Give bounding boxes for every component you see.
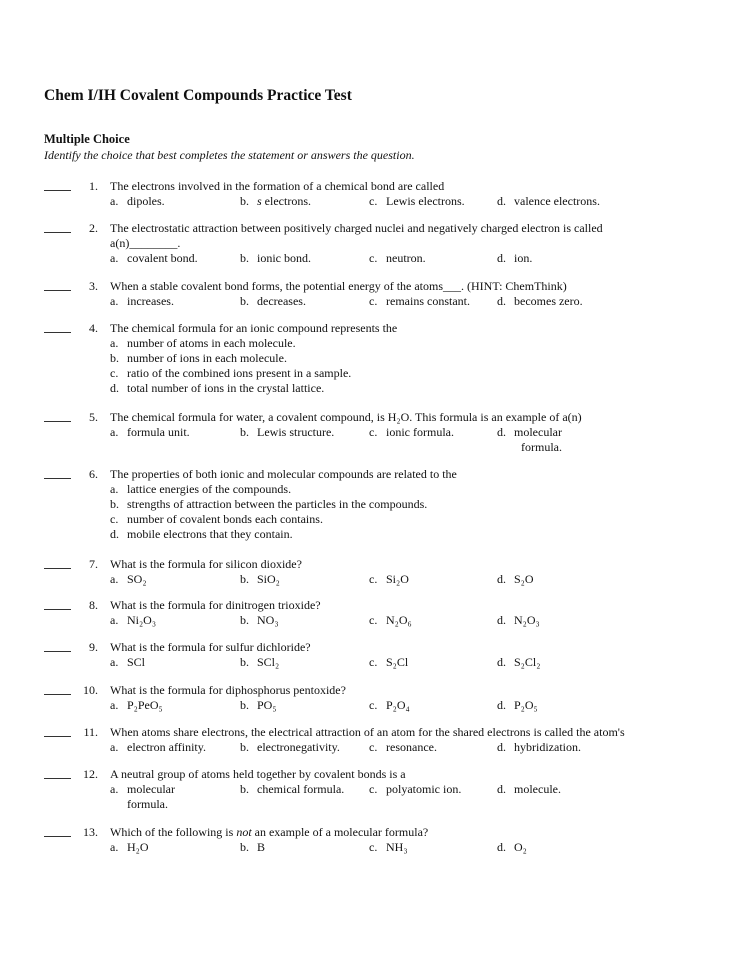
question-number: 11. <box>83 725 98 739</box>
question-stem: The properties of both ionic and molecular compounds are related to the <box>110 467 457 481</box>
answer-blank[interactable] <box>44 279 71 291</box>
question-stem: The electrons involved in the formation of a chemical bond are called <box>110 179 445 193</box>
question-number: 1. <box>89 179 98 193</box>
option-d: d. S₂Cl₂ <box>497 655 541 669</box>
answer-blank[interactable] <box>44 467 71 479</box>
question-number: 12. <box>83 767 98 781</box>
option-a: a. electron affinity. <box>110 740 206 754</box>
question-stem: A neutral group of atoms held together by covalent bonds is a <box>110 767 406 781</box>
question-stem: What is the formula for diphosphorus pentoxide? <box>110 683 346 697</box>
option-a: a. molecular <box>110 782 175 796</box>
answer-blank[interactable] <box>44 725 71 737</box>
option-b: b. SCl₂ <box>240 655 280 669</box>
emphasis-not: not <box>236 825 252 839</box>
question-number: 7. <box>89 557 98 571</box>
option-c: c. NH₃ <box>369 840 408 854</box>
option-d: d. becomes zero. <box>497 294 583 308</box>
option-d: d. molecular <box>497 425 562 439</box>
option-c: c. resonance. <box>369 740 437 754</box>
option-a: a. SCl <box>110 655 146 669</box>
option-c: c. N₂O₆ <box>369 613 412 627</box>
question-stem: What is the formula for silicon dioxide? <box>110 557 302 571</box>
question-stem: When a stable covalent bond forms, the potential energy of the atoms___. (HINT: ChemThink) <box>110 279 567 293</box>
option-b: b. strengths of attraction between the particles in the compounds. <box>110 497 428 511</box>
question-stem: When atoms share electrons, the electrical attraction of an atom for the shared electrons is called the atom's <box>110 725 625 739</box>
option-d-continued: formula. <box>521 440 562 454</box>
option-a: a. H₂O <box>110 840 149 854</box>
option-b: b. decreases. <box>240 294 306 308</box>
section-instructions: Identify the choice that best completes the statement or answers the question. <box>44 148 415 162</box>
option-a: a. lattice energies of the compounds. <box>110 482 292 496</box>
option-a: a. covalent bond. <box>110 251 198 265</box>
option-b: b. ionic bond. <box>240 251 311 265</box>
answer-blank[interactable] <box>44 410 71 422</box>
option-d: d. hybridization. <box>497 740 581 754</box>
answer-blank[interactable] <box>44 221 71 233</box>
question-number: 2. <box>89 221 98 235</box>
option-a: a. P₂PeO₅ <box>110 698 163 712</box>
question-number: 3. <box>89 279 98 293</box>
option-b: b. Lewis structure. <box>240 425 335 439</box>
answer-blank[interactable] <box>44 598 71 610</box>
answer-blank[interactable] <box>44 767 71 779</box>
section-heading: Multiple Choice <box>44 132 130 146</box>
question-stem: What is the formula for dinitrogen trioxide? <box>110 598 321 612</box>
option-a: a. increases. <box>110 294 174 308</box>
question-number: 6. <box>89 467 98 481</box>
option-b: b. number of ions in each molecule. <box>110 351 287 365</box>
answer-blank[interactable] <box>44 683 71 695</box>
option-d: d. valence electrons. <box>497 194 600 208</box>
question-number: 10. <box>83 683 98 697</box>
option-b: b. SiO₂ <box>240 572 280 586</box>
option-d: d. ion. <box>497 251 533 265</box>
option-d: d. S₂O <box>497 572 534 586</box>
answer-blank[interactable] <box>44 557 71 569</box>
answer-blank[interactable] <box>44 825 71 837</box>
option-c: c. number of covalent bonds each contains. <box>110 512 323 526</box>
document-title: Chem I/IH Covalent Compounds Practice Test <box>44 87 352 104</box>
question-stem: The chemical formula for an ionic compound represents the <box>110 321 398 335</box>
option-d: d. molecule. <box>497 782 561 796</box>
question-stem: Which of the following is not an example of a molecular formula? <box>110 825 429 839</box>
option-c: c. neutron. <box>369 251 426 265</box>
answer-blank[interactable] <box>44 321 71 333</box>
option-a: a. formula unit. <box>110 425 190 439</box>
option-c: c. Lewis electrons. <box>369 194 465 208</box>
question-stem: What is the formula for sulfur dichloride? <box>110 640 311 654</box>
option-a: a. number of atoms in each molecule. <box>110 336 296 350</box>
option-d: d. mobile electrons that they contain. <box>110 527 293 541</box>
option-b: b. NO₃ <box>240 613 279 627</box>
option-d: d. P₂O₅ <box>497 698 538 712</box>
option-c: c. polyatomic ion. <box>369 782 462 796</box>
option-b: b. chemical formula. <box>240 782 345 796</box>
question-stem: The electrostatic attraction between positively charged nuclei and negatively charged electron is called <box>110 221 603 235</box>
option-b: b. electronegativity. <box>240 740 340 754</box>
answer-blank[interactable] <box>44 179 71 191</box>
option-d: d. O₂ <box>497 840 527 854</box>
option-c: c. remains constant. <box>369 294 470 308</box>
option-c: c. S₂Cl <box>369 655 409 669</box>
option-a: a. Ni₂O₃ <box>110 613 157 627</box>
question-stem: The chemical formula for water, a covalent compound, is H₂O. This formula is an example of a(n) <box>110 410 582 424</box>
question-number: 9. <box>89 640 98 654</box>
question-stem-continued: a(n)________. <box>110 236 181 250</box>
option-c: c. P₂O₄ <box>369 698 410 712</box>
option-a: a. SO₂ <box>110 572 147 586</box>
option-b: b. PO₅ <box>240 698 277 712</box>
question-number: 8. <box>89 598 98 612</box>
option-a-continued: formula. <box>127 797 168 811</box>
question-number: 4. <box>89 321 98 335</box>
question-number: 13. <box>83 825 98 839</box>
question-number: 5. <box>89 410 98 424</box>
option-c: c. Si₂O <box>369 572 409 586</box>
option-c: c. ratio of the combined ions present in a sample. <box>110 366 352 380</box>
option-b: b. s electrons. <box>240 194 311 208</box>
option-c: c. ionic formula. <box>369 425 454 439</box>
option-d: d. N₂O₃ <box>497 613 540 627</box>
answer-blank[interactable] <box>44 640 71 652</box>
option-a: a. dipoles. <box>110 194 165 208</box>
option-d: d. total number of ions in the crystal lattice. <box>110 381 325 395</box>
option-b: b. B <box>240 840 266 854</box>
